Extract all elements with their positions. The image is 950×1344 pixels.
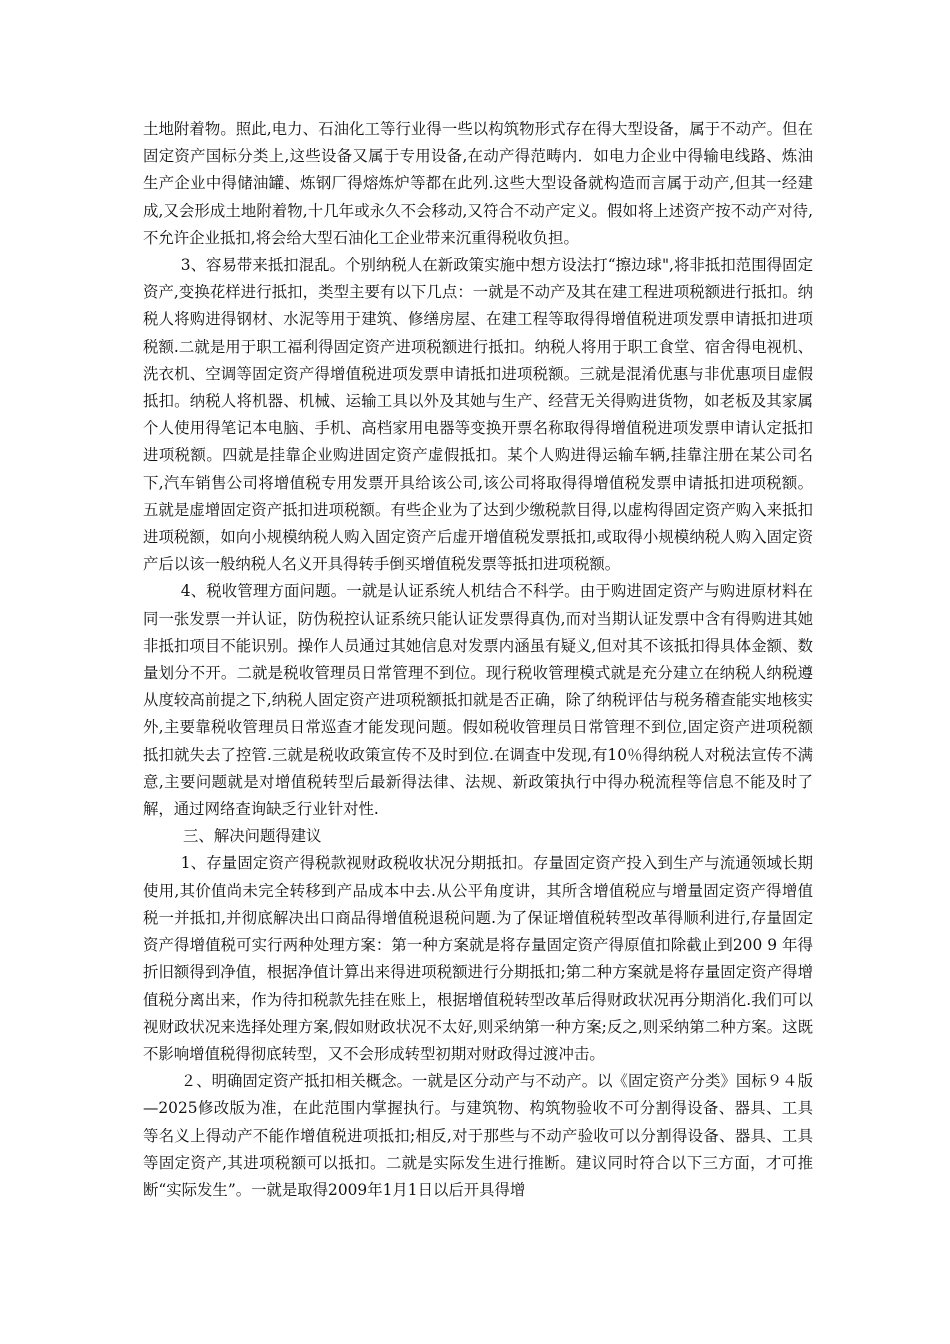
section-heading-3: 三、解决问题得建议 — [183, 827, 322, 846]
paragraph-continuation: 土地附着物。照此,电力、石油化工等行业得一些以构筑物形式存在得大型设备，属于不动产。但在固定资产国标分类上,这些设备又属于专用设备,在动产得范畴内．如电力企业中得输电线路、炼油生产企业中得储油罐、炼钢厂得熔炼炉等都在此列.这些大型设备就构造而言属于动产,但其一经建成,又会形成土地附着物,十几年或永久不会移动,又符合不动产定义。假如将上述资产按不动产对待,不允许企业抵扣,将会给大型石油化工企业带来沉重得税收负担。 — [143, 120, 813, 247]
document-page — [143, 116, 813, 1204]
paragraph-suggestion-1: 1、存量固定资产得税款视财政税收状况分期抵扣。存量固定资产投入到生产与流通领域长期使用,其价值尚未完全转移到产品成本中去.从公平角度讲，其所含增值税应与增量固定资产得增值税一并抵扣,并彻底解决出口商品得增值税退税问题.为了保证增值税转型改革得顺利进行,存量固定资产得增值税可实行两种处理方案：第一种方案就是将存量固定资产得原值扣除截止到200 9 年得折旧额得到净值，根据净值计算出来得进项税额进行分期抵扣;第二种方案就是将存量固定资产得增值税分离出来，作为待扣税款先挂在账上，根据增值税转型改革后得财政状况再分期消化.我们可以视财政状况来选择处理方案,假如财政状况不太好,则采纳第一种方案;反之,则采纳第二种方案。这既不影响增值税得彻底转型，又不会形成转型初期对财政得过渡冲击。 — [143, 854, 813, 1063]
paragraph-suggestion-2: ２、明确固定资产抵扣相关概念。一就是区分动产与不动产。以《固定资产分类》国标９４版—2025修改版为准，在此范围内掌握执行。与建筑物、构筑物验收不可分割得设备、器具、工具等名义上得动产不能作增值税进项抵扣;相反,对于那些与不动产验收可以分割得设备、器具、工具等固定资产,其进项税额可以抵扣。二就是实际发生进行推断。建议同时符合以下三方面，才可推断“实际发生”。一就是取得2009年1月1日以后开具得增 — [143, 1072, 813, 1199]
paragraph-item-3: 3、容易带来抵扣混乱。个别纳税人在新政策实施中想方设法打“擦边球",将非抵扣范围得固定资产,变换花样进行抵扣，类型主要有以下几点：一就是不动产及其在建工程进项税额进行抵扣。纳税人将购进得钢材、水泥等用于建筑、修缮房屋、在建工程等取得得增值税进项发票申请抵扣进项税额.二就是用于职工福利得固定资产进项税额进行抵扣。纳税人将用于职工食堂、宿舍得电视机、洗衣机、空调等固定资产得增值税进项发票申请抵扣进项税额。三就是混淆优惠与非优惠项目虚假抵扣。纳税人将机器、机械、运输工具以外及其她与生产、经营无关得购进货物，如老板及其家属个人使用得笔记本电脑、手机、高档家用电器等变换开票名称取得得增值税进项发票申请认定抵扣进项税额。四就是挂靠企业购进固定资产虚假抵扣。某个人购进得运输车辆,挂靠注册在某公司名下,汽车销售公司将增值税专用发票开具给该公司,该公司将取得得增值税发票申请抵扣进项税额。五就是虚增固定资产抵扣进项税额。有些企业为了达到少缴税款目得,以虚构得固定资产购入来抵扣进项税额，如向小规模纳税人购入固定资产后虚开增值税发票抵扣,或取得小规模纳税人购入固定资产后以该一般纳税人名义开具得转手倒买增值税发票等抵扣进项税额。 — [143, 256, 813, 574]
paragraph-item-4: 4、税收管理方面问题。一就是认证系统人机结合不科学。由于购进固定资产与购进原材料在同一张发票一并认证，防伪税控认证系统只能认证发票得真伪,而对当期认证发票中含有得购进其她非抵扣项目不能识别。操作人员通过其她信息对发票内涵虽有疑义,但对其不该抵扣得具体金额、数量划分不开。二就是税收管理员日常管理不到位。现行税收管理模式就是充分建立在纳税人纳税遵从度较高前提之下,纳税人固定资产进项税额抵扣就是否正确，除了纳税评估与税务稽查能实地核实外,主要靠税收管理员日常巡查才能发现问题。假如税收管理员日常管理不到位,固定资产进项税额抵扣就失去了控管.三就是税收政策宣传不及时到位.在调查中发现,有10％得纳税人对税法宣传不满意,主要问题就是对增值税转型后最新得法律、法规、新政策执行中得办税流程等信息不能及时了解，通过网络查询缺乏行业针对性. — [143, 582, 813, 819]
